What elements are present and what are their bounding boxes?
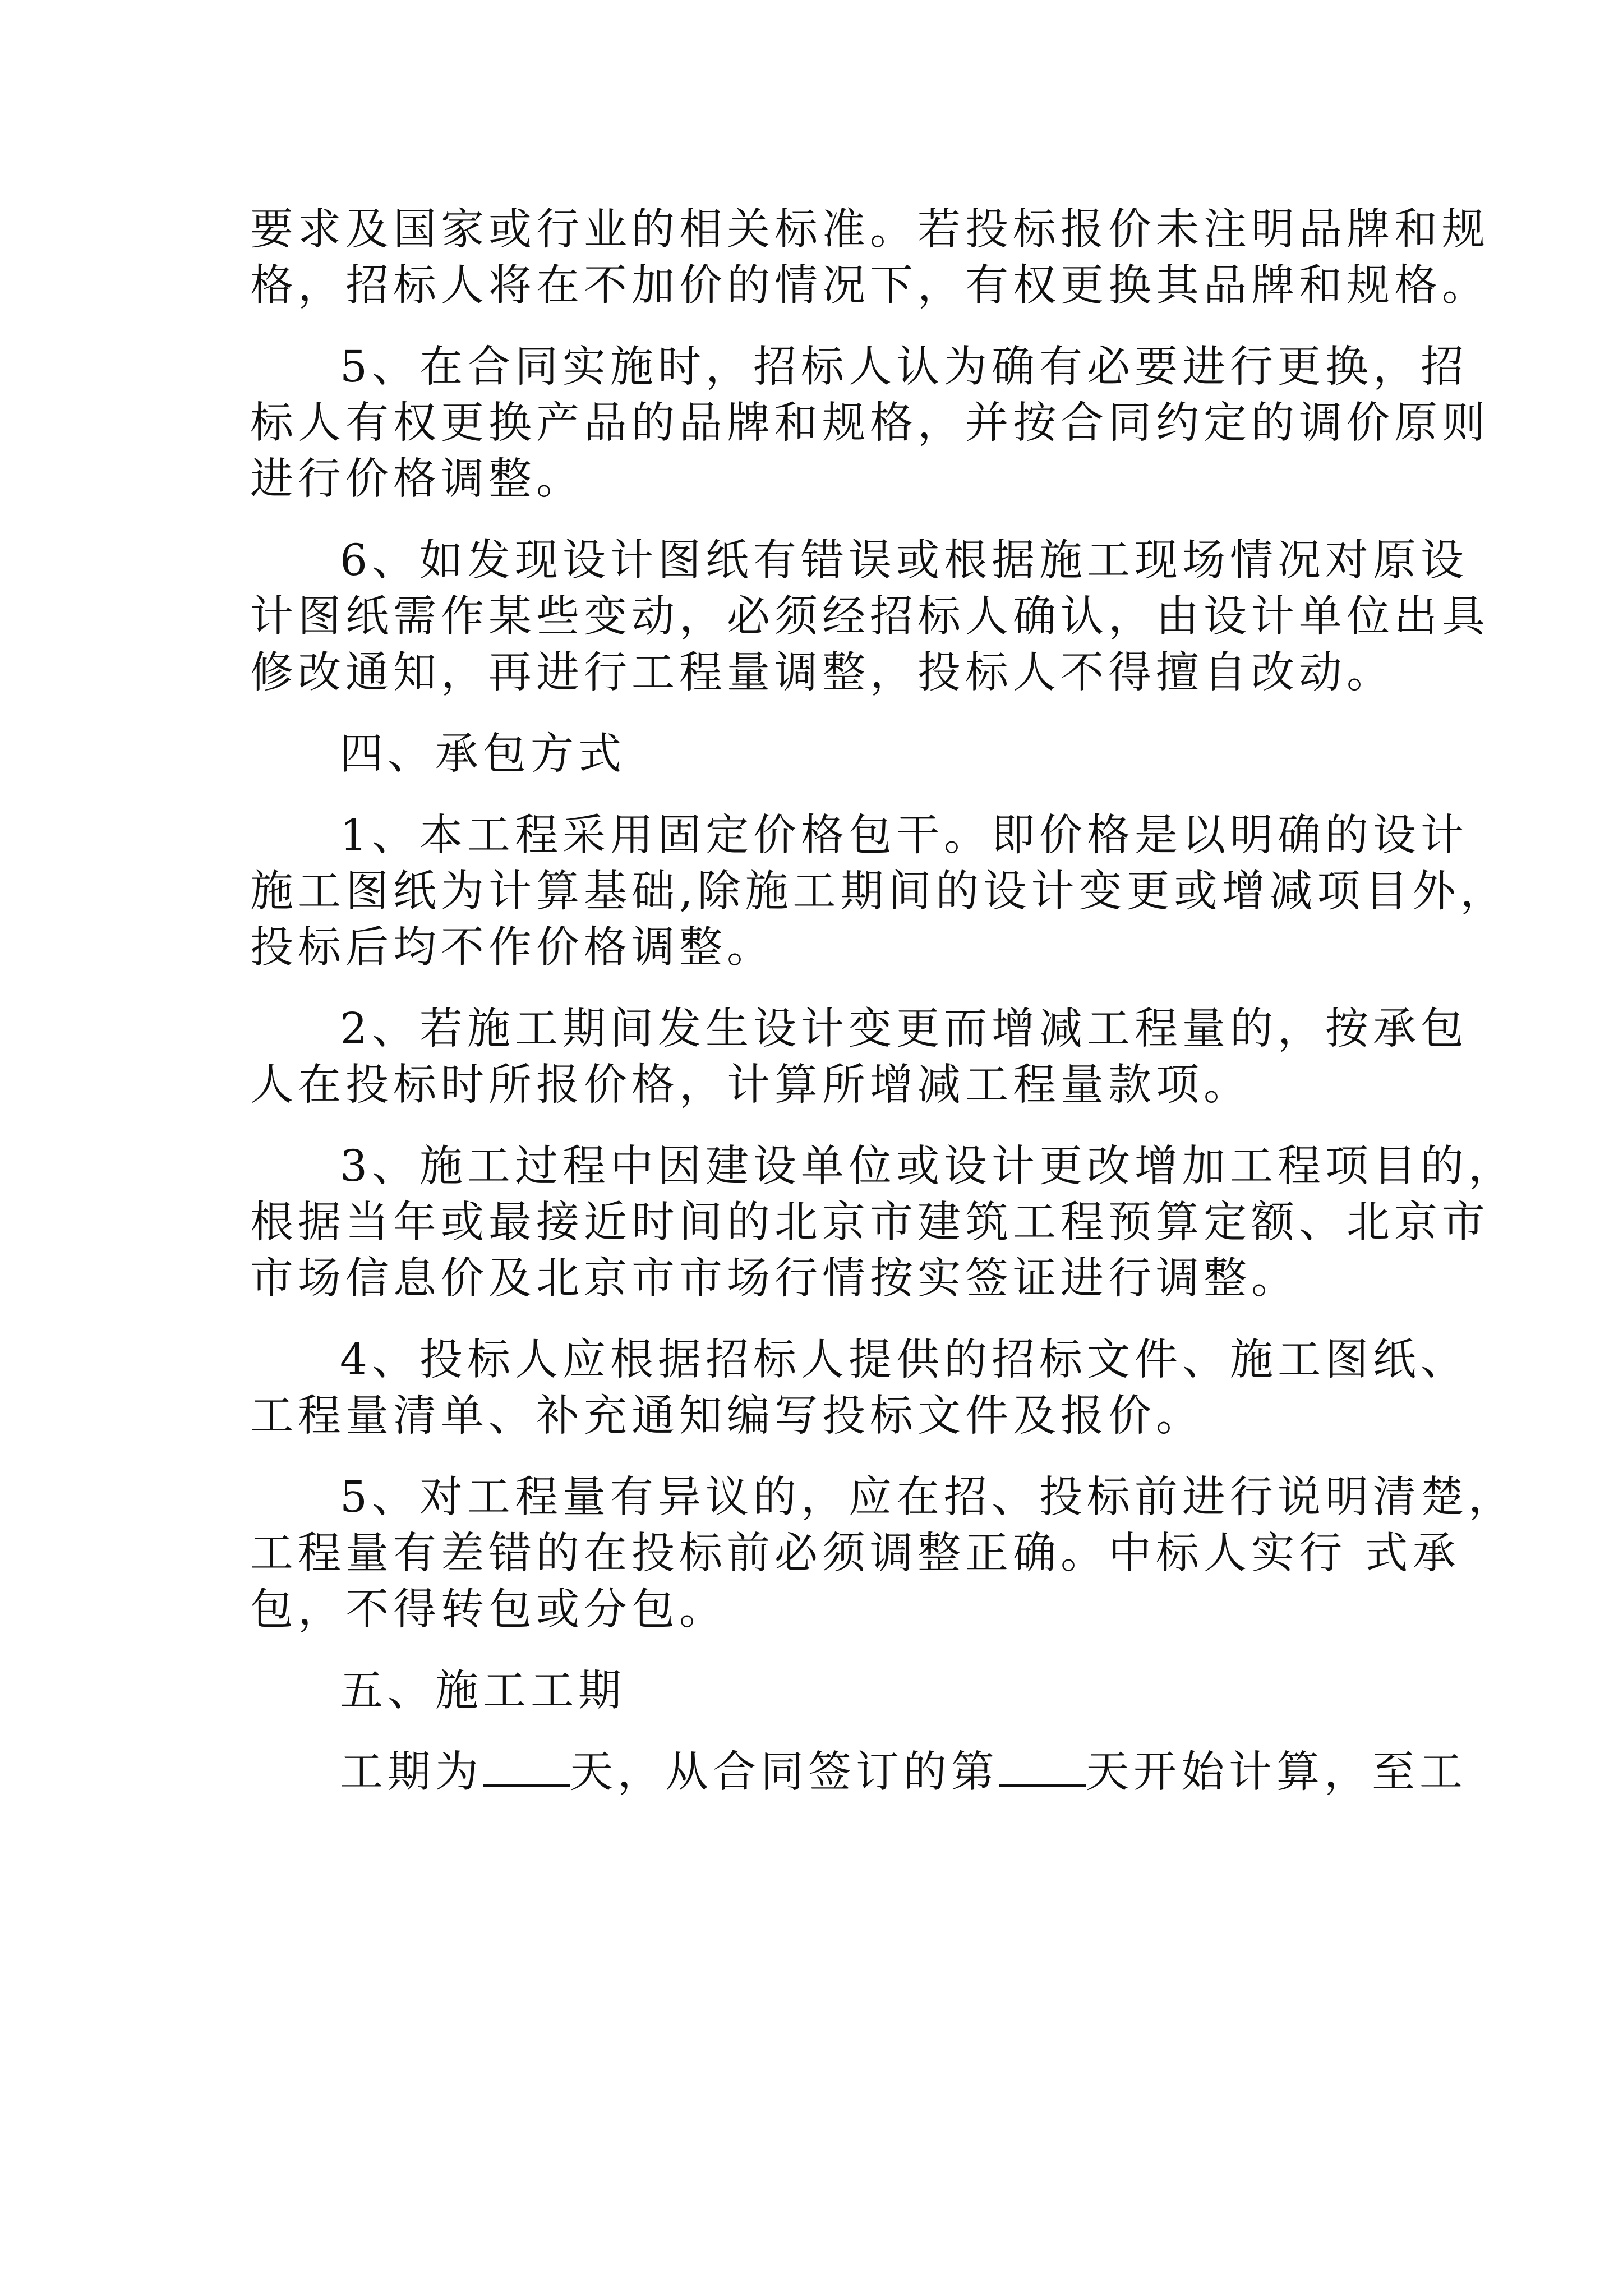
- blank-field-days: [483, 1750, 570, 1787]
- paragraph-line: 3、施工过程中因建设单位或设计更改增加工程项目的，: [340, 1142, 1516, 1191]
- paragraph-line: 标人有权更换产品的品牌和规格，并按合同约定的调价原则: [250, 398, 1490, 448]
- duration-text-1: 工期为: [340, 1747, 483, 1797]
- paragraph-line: 工程量清单、补充通知编写投标文件及报价。: [250, 1391, 1204, 1441]
- document-body: [250, 202, 1516, 1801]
- duration-text-2: 天，从合同签订的第: [570, 1747, 999, 1797]
- paragraph-line: 2、若施工期间发生设计变更而增减工程量的，按承包: [340, 1004, 1468, 1054]
- duration-line: [250, 1745, 1467, 1801]
- blank-field-start-day: [999, 1750, 1086, 1787]
- duration-text-3: 天开始计算，至工: [1086, 1747, 1467, 1797]
- paragraph-line: 1、本工程采用固定价格包干。即价格是以明确的设计: [340, 811, 1468, 861]
- paragraph-line: 5、对工程量有异议的，应在招、投标前进行说明清楚，: [340, 1473, 1516, 1522]
- paragraph-line: 格，招标人将在不加价的情况下，有权更换其品牌和规格。: [250, 261, 1490, 311]
- paragraph-line: 包，不得转包或分包。: [250, 1585, 727, 1635]
- paragraph-line: 5、在合同实施时，招标人认为确有必要进行更换，招: [340, 342, 1468, 392]
- paragraph-line: 投标后均不作价格调整。: [250, 923, 774, 973]
- paragraph-line: 工程量有差错的在投标前必须调整正确。中标人实行 式承: [250, 1529, 1460, 1579]
- paragraph-line: 6、如发现设计图纸有错误或根据施工现场情况对原设: [340, 536, 1468, 586]
- paragraph-line: 施工图纸为计算基础,除施工期间的设计变更或增减项目外，: [250, 867, 1508, 917]
- paragraph-line: 4、投标人应根据招标人提供的招标文件、施工图纸、: [340, 1335, 1468, 1385]
- paragraph-line: 修改通知，再进行工程量调整，投标人不得擅自改动。: [250, 648, 1394, 698]
- paragraph-line: 要求及国家或行业的相关标准。若投标报价未注明品牌和规: [250, 205, 1490, 255]
- paragraph-line: 市场信息价及北京市市场行情按实签证进行调整。: [250, 1254, 1299, 1304]
- paragraph-line: 人在投标时所报价格，计算所增减工程量款项。: [250, 1060, 1251, 1110]
- paragraph-line: 根据当年或最接近时间的北京市建筑工程预算定额、北京市: [250, 1198, 1490, 1248]
- paragraph-line: 计图纸需作某些变动，必须经招标人确认，由设计单位出具: [250, 592, 1490, 642]
- paragraph-line: 进行价格调整。: [250, 454, 584, 504]
- section-heading: 四、承包方式: [340, 729, 626, 779]
- section-heading: 五、施工工期: [340, 1666, 626, 1716]
